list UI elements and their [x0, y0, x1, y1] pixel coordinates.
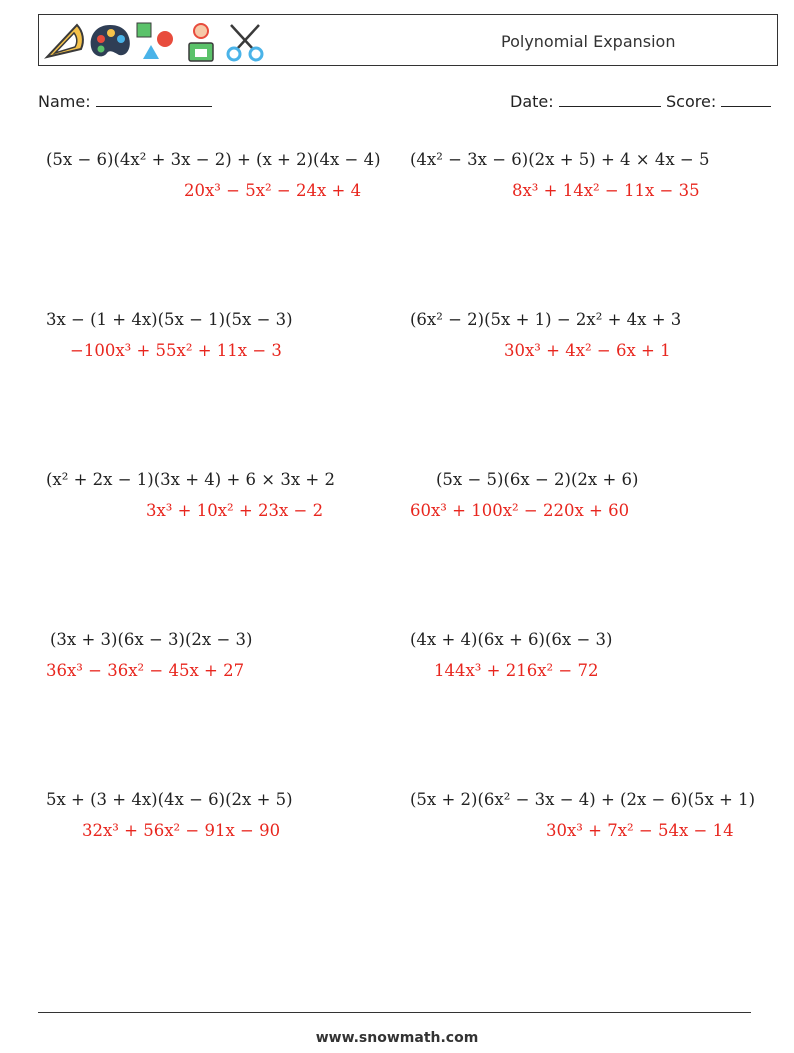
problem-6-question: (5x − 5)(6x − 2)(2x + 6) [436, 470, 639, 489]
score-blank[interactable] [721, 94, 771, 107]
page-title: Polynomial Expansion [501, 32, 676, 51]
problem-3-question: 3x − (1 + 4x)(5x − 1)(5x − 3) [46, 310, 293, 329]
problem-2-answer: 8x³ + 14x² − 11x − 35 [512, 181, 700, 200]
problem-6-answer: 60x³ + 100x² − 220x + 60 [410, 501, 630, 520]
problem-3-answer: −100x³ + 55x² + 11x − 3 [70, 341, 282, 360]
problem-2-question: (4x² − 3x − 6)(2x + 5) + 4 × 4x − 5 [410, 150, 710, 169]
footer-website[interactable]: www.snowmath.com [315, 1030, 479, 1046]
problem-1-question: (5x − 6)(4x² + 3x − 2) + (x + 2)(4x − 4) [46, 150, 381, 169]
problem-9-answer: 32x³ + 56x² − 91x − 90 [82, 821, 281, 840]
score-label: Score: [666, 92, 717, 111]
palette-icon [87, 19, 133, 63]
date-blank[interactable] [559, 94, 661, 107]
problem-4-answer: 30x³ + 4x² − 6x + 1 [504, 341, 671, 360]
problem-5-answer: 3x³ + 10x² + 23x − 2 [146, 501, 324, 520]
date-field [510, 92, 661, 111]
problem-10-answer: 30x³ + 7x² − 54x − 14 [546, 821, 734, 840]
problem-7-answer: 36x³ − 36x² − 45x + 27 [46, 661, 245, 680]
problem-8-question: (4x + 4)(6x + 6)(6x − 3) [410, 630, 613, 649]
name-blank[interactable] [96, 94, 212, 107]
score-field [666, 92, 771, 111]
name-field [38, 92, 212, 111]
problem-1-answer: 20x³ − 5x² − 24x + 4 [184, 181, 362, 200]
shapes-icon [135, 19, 179, 63]
problem-4-question: (6x² − 2)(5x + 1) − 2x² + 4x + 3 [410, 310, 682, 329]
header-box [38, 14, 778, 66]
problem-8-answer: 144x³ + 216x² − 72 [434, 661, 599, 680]
date-label: Date: [510, 92, 554, 111]
scissors-icon [223, 19, 267, 63]
problem-5-question: (x² + 2x − 1)(3x + 4) + 6 × 3x + 2 [46, 470, 335, 489]
name-label: Name: [38, 92, 91, 111]
teacher-icon [181, 19, 221, 63]
protractor-icon [43, 19, 85, 63]
footer-divider [38, 1012, 751, 1013]
problem-7-question: (3x + 3)(6x − 3)(2x − 3) [50, 630, 253, 649]
problem-9-question: 5x + (3 + 4x)(4x − 6)(2x + 5) [46, 790, 293, 809]
problem-10-question: (5x + 2)(6x² − 3x − 4) + (2x − 6)(5x + 1) [410, 790, 756, 809]
